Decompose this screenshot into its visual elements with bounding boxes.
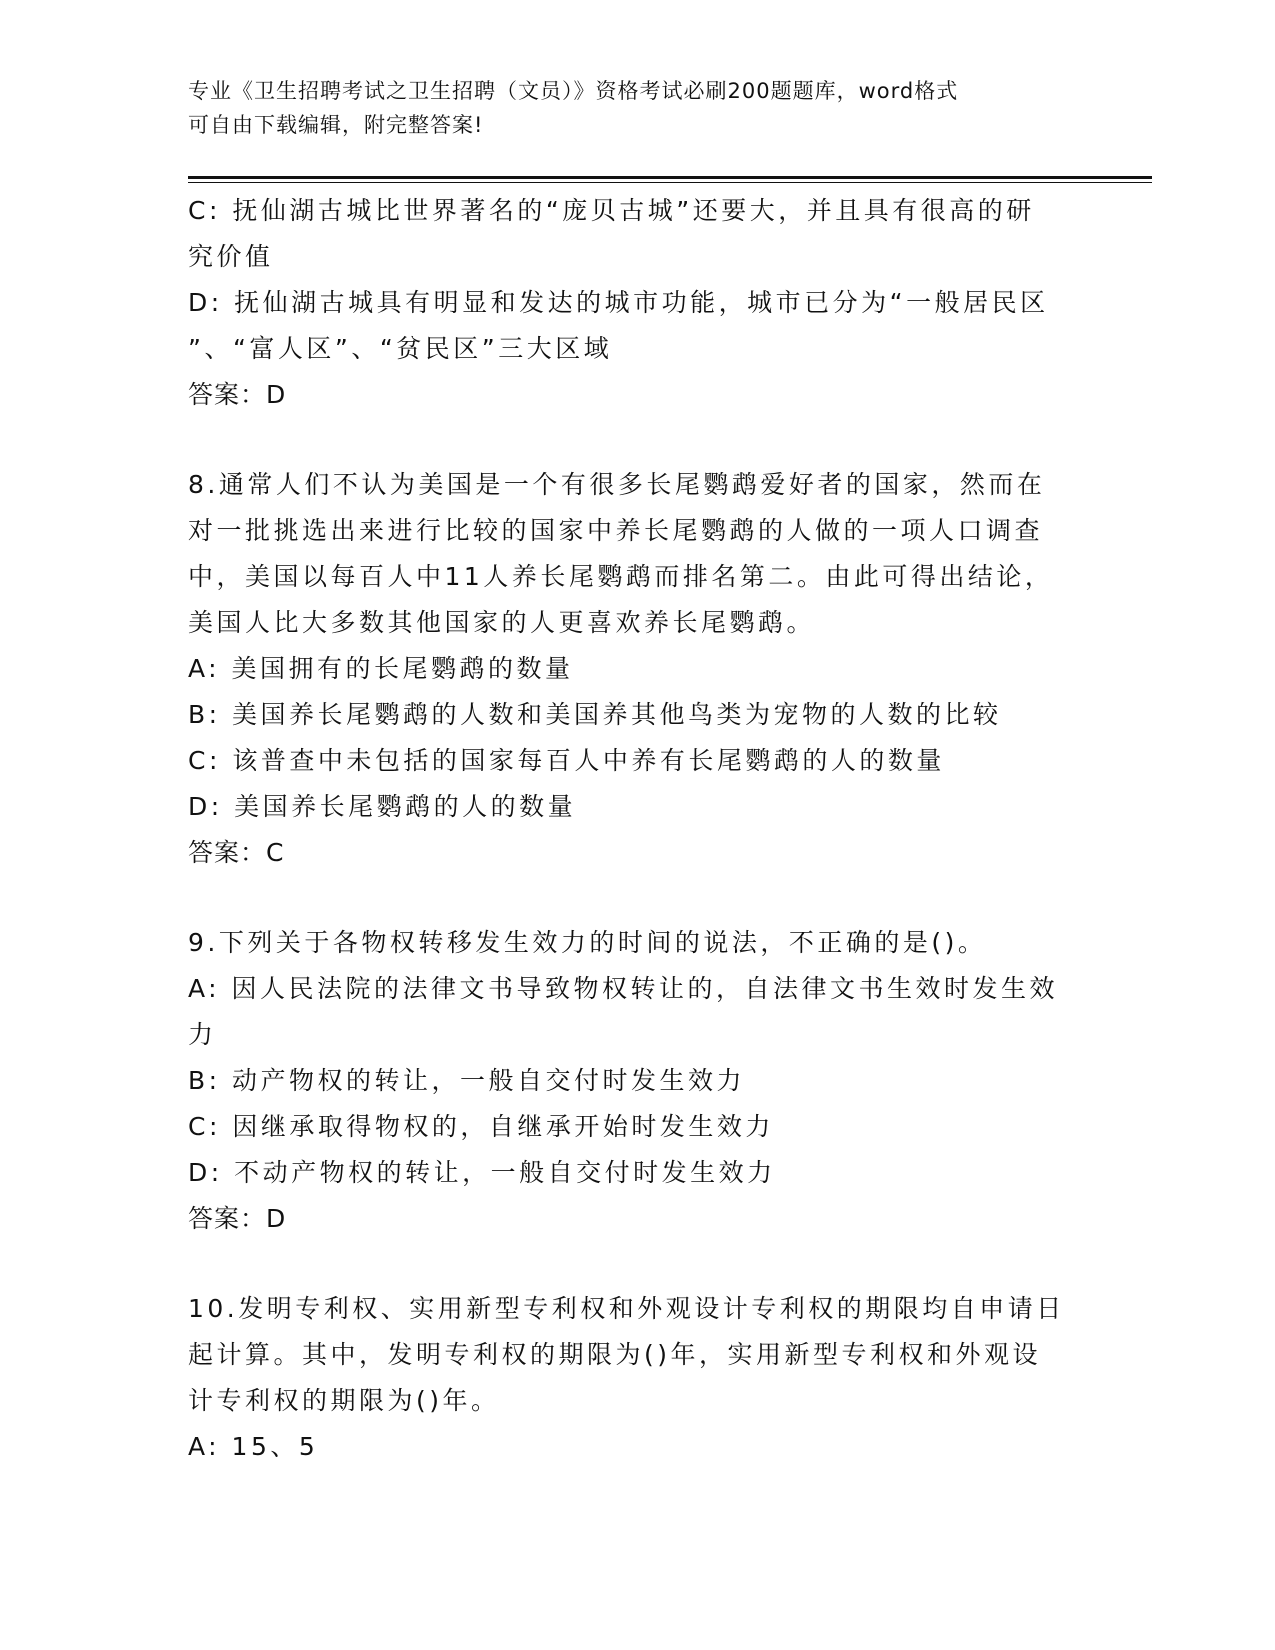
header-divider-thin: [188, 182, 1152, 183]
question-8-block: [188, 462, 1088, 876]
header-divider-thick: [188, 176, 1152, 179]
q9-option-a-line-2: 力: [188, 1020, 217, 1049]
page-header: [188, 74, 1068, 142]
q9-option-c: C: 因继承取得物权的，自继承开始时发生效力: [188, 1112, 774, 1141]
q8-stem-line-3: 中，美国以每百人中11人养长尾鹦鹉而排名第二。由此可得出结论，: [188, 562, 1054, 591]
q8-option-a: A: 美国拥有的长尾鹦鹉的数量: [188, 654, 574, 683]
q9-option-d: D: 不动产物权的转让，一般自交付时发生效力: [188, 1158, 776, 1187]
q8-answer: 答案：C: [188, 838, 285, 867]
q10-stem-line-1: 10.发明专利权、实用新型专利权和外观设计专利权的期限均自申请日: [188, 1294, 1065, 1323]
q7-option-c-line-1: C: 抚仙湖古城比世界著名的“庞贝古城”还要大，并且具有很高的研: [188, 196, 1035, 225]
question-9-block: [188, 920, 1088, 1242]
spacer: [188, 418, 1088, 462]
question-10-block: [188, 1286, 1088, 1470]
q8-option-b: B: 美国养长尾鹦鹉的人数和美国养其他鸟类为宠物的人数的比较: [188, 700, 1002, 729]
spacer: [188, 1242, 1088, 1286]
q8-stem-line-2: 对一批挑选出来进行比较的国家中养长尾鹦鹉的人做的一项人口调查: [188, 516, 1044, 545]
q8-stem-line-4: 美国人比大多数其他国家的人更喜欢养长尾鹦鹉。: [188, 608, 816, 637]
q9-option-a-line-1: A: 因人民法院的法律文书导致物权转让的，自法律文书生效时发生效: [188, 974, 1059, 1003]
q9-option-b: B: 动产物权的转让，一般自交付时发生效力: [188, 1066, 746, 1095]
spacer: [188, 876, 1088, 920]
q7-option-d-line-2: ”、“富人区”、“贫民区”三大区域: [188, 334, 613, 363]
question-content: [188, 188, 1088, 1470]
q7-option-d-line-1: D: 抚仙湖古城具有明显和发达的城市功能，城市已分为“一般居民区: [188, 288, 1049, 317]
q10-stem-line-3: 计专利权的期限为()年。: [188, 1386, 500, 1415]
q7-option-c-line-2: 究价值: [188, 242, 274, 271]
q7-answer: 答案：D: [188, 380, 287, 409]
header-title-line-1: 专业《卫生招聘考试之卫生招聘（文员）》资格考试必刷200题题库，word格式: [188, 79, 959, 103]
q9-answer: 答案：D: [188, 1204, 287, 1233]
q10-option-a: A: 15、5: [188, 1432, 319, 1461]
q8-option-d: D: 美国养长尾鹦鹉的人的数量: [188, 792, 577, 821]
q9-stem: 9.下列关于各物权转移发生效力的时间的说法，不正确的是()。: [188, 928, 987, 957]
q8-stem-line-1: 8.通常人们不认为美国是一个有很多长尾鹦鹉爱好者的国家，然而在: [188, 470, 1046, 499]
header-title-line-2: 可自由下载编辑，附完整答案!: [188, 113, 484, 137]
question-7-block: [188, 188, 1088, 418]
q8-option-c: C: 该普查中未包括的国家每百人中养有长尾鹦鹉的人的数量: [188, 746, 945, 775]
q10-stem-line-2: 起计算。其中，发明专利权的期限为()年，实用新型专利权和外观设: [188, 1340, 1042, 1369]
